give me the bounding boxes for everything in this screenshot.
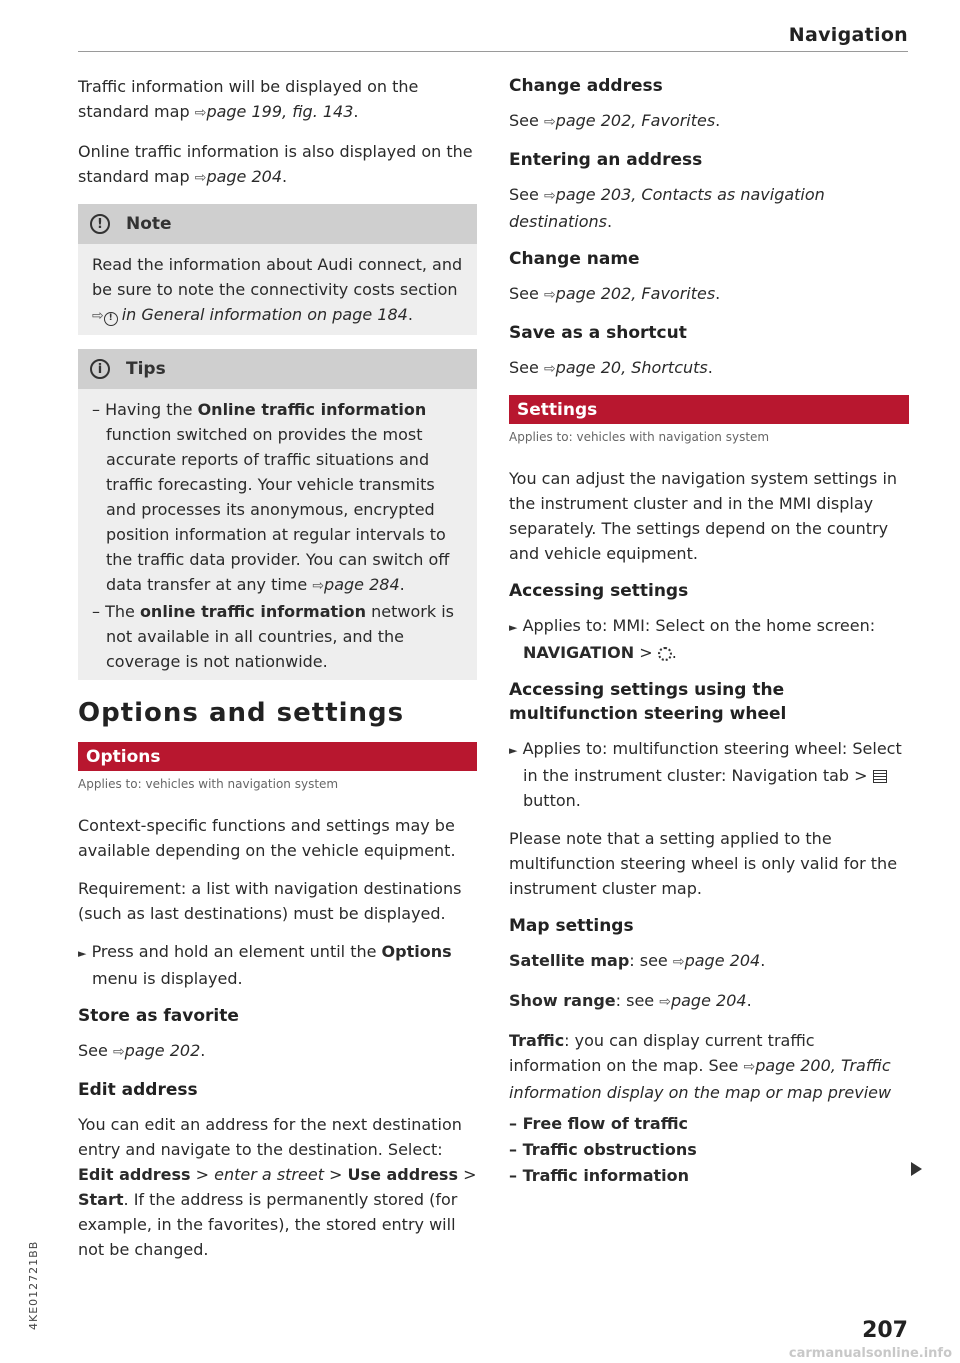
step-triangle-icon: ► [78,947,87,960]
paragraph: Satellite map: see ⇨page 204. [509,951,766,970]
section-title: Options and settings [78,698,405,728]
step-triangle-icon: ► [509,744,518,757]
paragraph: See ⇨page 203, Contacts as navigation destinations. [509,185,825,231]
subheading: Accessing settings using the multifunction steering wheel [509,680,787,724]
subheading: Edit address [78,1080,198,1100]
step-triangle-icon: ► [509,621,518,634]
paragraph: See ⇨page 20, Shortcuts. [509,358,713,377]
menu-list-icon [873,770,887,783]
page-reference-link[interactable]: page 202, Favorites [555,111,716,130]
page-reference-link[interactable]: page 199, fig. 143 [206,102,354,121]
page-reference-link[interactable]: page 202 [124,1041,201,1060]
paragraph: Show range: see ⇨page 204. [509,991,752,1010]
arrow-right-icon: ⇨ [112,1044,125,1060]
step-item: ► Press and hold an element until the Options menu is displayed. [78,942,452,988]
paragraph: See ⇨page 202. [78,1041,206,1060]
arrow-right-icon: ⇨ [312,578,325,594]
arrow-right-icon: ⇨ [543,361,556,377]
paragraph: Please note that a setting applied to the multifunction steering wheel is only valid for the instrument cluster map. [509,829,898,898]
page-number: 207 [862,1318,908,1343]
paragraph: Requirement: a list with navigation destinations (such as last destinations) must be displayed. [78,879,462,923]
header-rule [78,51,908,52]
arrow-right-icon: ⇨ [543,114,556,130]
subheading: Change address [509,76,663,96]
step-item: ► Applies to: multifunction steering wheel: Select in the instrument cluster: Navigation tab > button. [509,739,902,810]
arrow-right-icon: ⇨ [659,994,671,1010]
subheading: Save as a shortcut [509,323,687,343]
info-circle-icon: i [90,359,110,379]
applies-to-text: Applies to: vehicles with navigation system [78,777,339,791]
page-reference-link[interactable]: page 20, Shortcuts [555,358,708,377]
note-body: Read the information about Audi connect, and be sure to note the connectivity costs section ⇨ ! in General information on page 184. [92,255,463,324]
note-title: Note [126,214,172,234]
subheading: Map settings [509,916,634,936]
continue-arrow-icon [911,1162,922,1176]
page-reference-link[interactable]: page 204 [670,991,747,1010]
warning-circle-icon: ! [104,312,118,326]
page-reference-link[interactable]: page 204 [206,167,283,186]
subheading: Store as favorite [78,1006,239,1026]
tips-header [78,349,477,389]
arrow-right-icon: ⇨ [543,188,556,204]
page-reference-link[interactable]: page 284 [324,575,400,594]
paragraph: You can edit an address for the next destination entry and navigate to the destination. Select: Edit address > enter a street > Use address > Start. If the address is permanently stored (for example, in the favorites), the stored entry will not be changed. [78,1115,477,1259]
arrow-right-icon: ⇨ [743,1059,756,1075]
options-heading-bar: Options [78,742,477,771]
list-item: – The online traffic information network is not available in all countries, and the coverage is not nationwide. [92,602,454,671]
list-item: – Free flow of traffic [509,1114,689,1133]
page-reference-link[interactable]: in General information on page 184 [121,305,408,324]
left-column [78,74,477,1275]
paragraph: Traffic information will be displayed on the standard map ⇨page 199, fig. 143. [78,77,419,121]
watermark: carmanualsonline.info [788,1346,952,1361]
tips-box [78,349,477,680]
subheading: Entering an address [509,150,703,170]
step-item: ► Applies to: MMI: Select on the home screen: NAVIGATION > . [509,616,876,662]
page-reference-link[interactable]: page 203, Contacts as navigation destinations [509,185,825,231]
paragraph: See ⇨page 202, Favorites. [509,111,721,130]
arrow-right-icon: ⇨ [543,287,556,303]
paragraph: Context-specific functions and settings may be available depending on the vehicle equipment. [78,816,456,860]
paragraph: You can adjust the navigation system settings in the instrument cluster and in the MMI display separately. The settings depend on the country and vehicle equipment. [509,469,898,563]
tips-title: Tips [126,359,166,379]
arrow-right-icon: ⇨ [672,954,685,970]
paragraph: See ⇨page 202, Favorites. [509,284,721,303]
right-column [509,74,909,1189]
paragraph: Traffic: you can display current traffic information on the map. See ⇨page 200, Traffic information display on the map or map preview [509,1031,892,1102]
list-item: – Traffic information [509,1166,690,1185]
list-item: – Having the Online traffic information function switched on provides the most accurate reports of traffic situations and traffic forecasting. Your vehicle transmits and processes its anonymous, encrypted position information at regular intervals to the traffic data provider. You can switch off data transfer at any time ⇨page 284. [92,400,450,594]
note-header [78,204,477,244]
arrow-right-icon: ⇨ [194,170,207,186]
arrow-right-icon: ⇨ [92,308,104,324]
settings-gear-icon [658,647,672,661]
list-item: – Traffic obstructions [509,1140,697,1159]
warning-circle-icon: ! [90,214,110,234]
page-reference-link[interactable]: page 200, Traffic information display on the map or map preview [509,1056,892,1102]
subheading: Change name [509,249,640,269]
subheading: Accessing settings [509,581,689,601]
settings-heading-bar: Settings [509,395,909,424]
document-code: 4KE012721BB [27,1240,40,1330]
page-reference-link[interactable]: page 204 [684,951,761,970]
paragraph: Online traffic information is also displayed on the standard map ⇨page 204. [78,142,473,186]
note-box [78,204,477,335]
section-header-title: Navigation [788,24,908,46]
page-reference-link[interactable]: page 202, Favorites [555,284,716,303]
applies-to-text: Applies to: vehicles with navigation system [509,430,770,444]
arrow-right-icon: ⇨ [194,105,207,121]
tips-body [78,389,477,680]
